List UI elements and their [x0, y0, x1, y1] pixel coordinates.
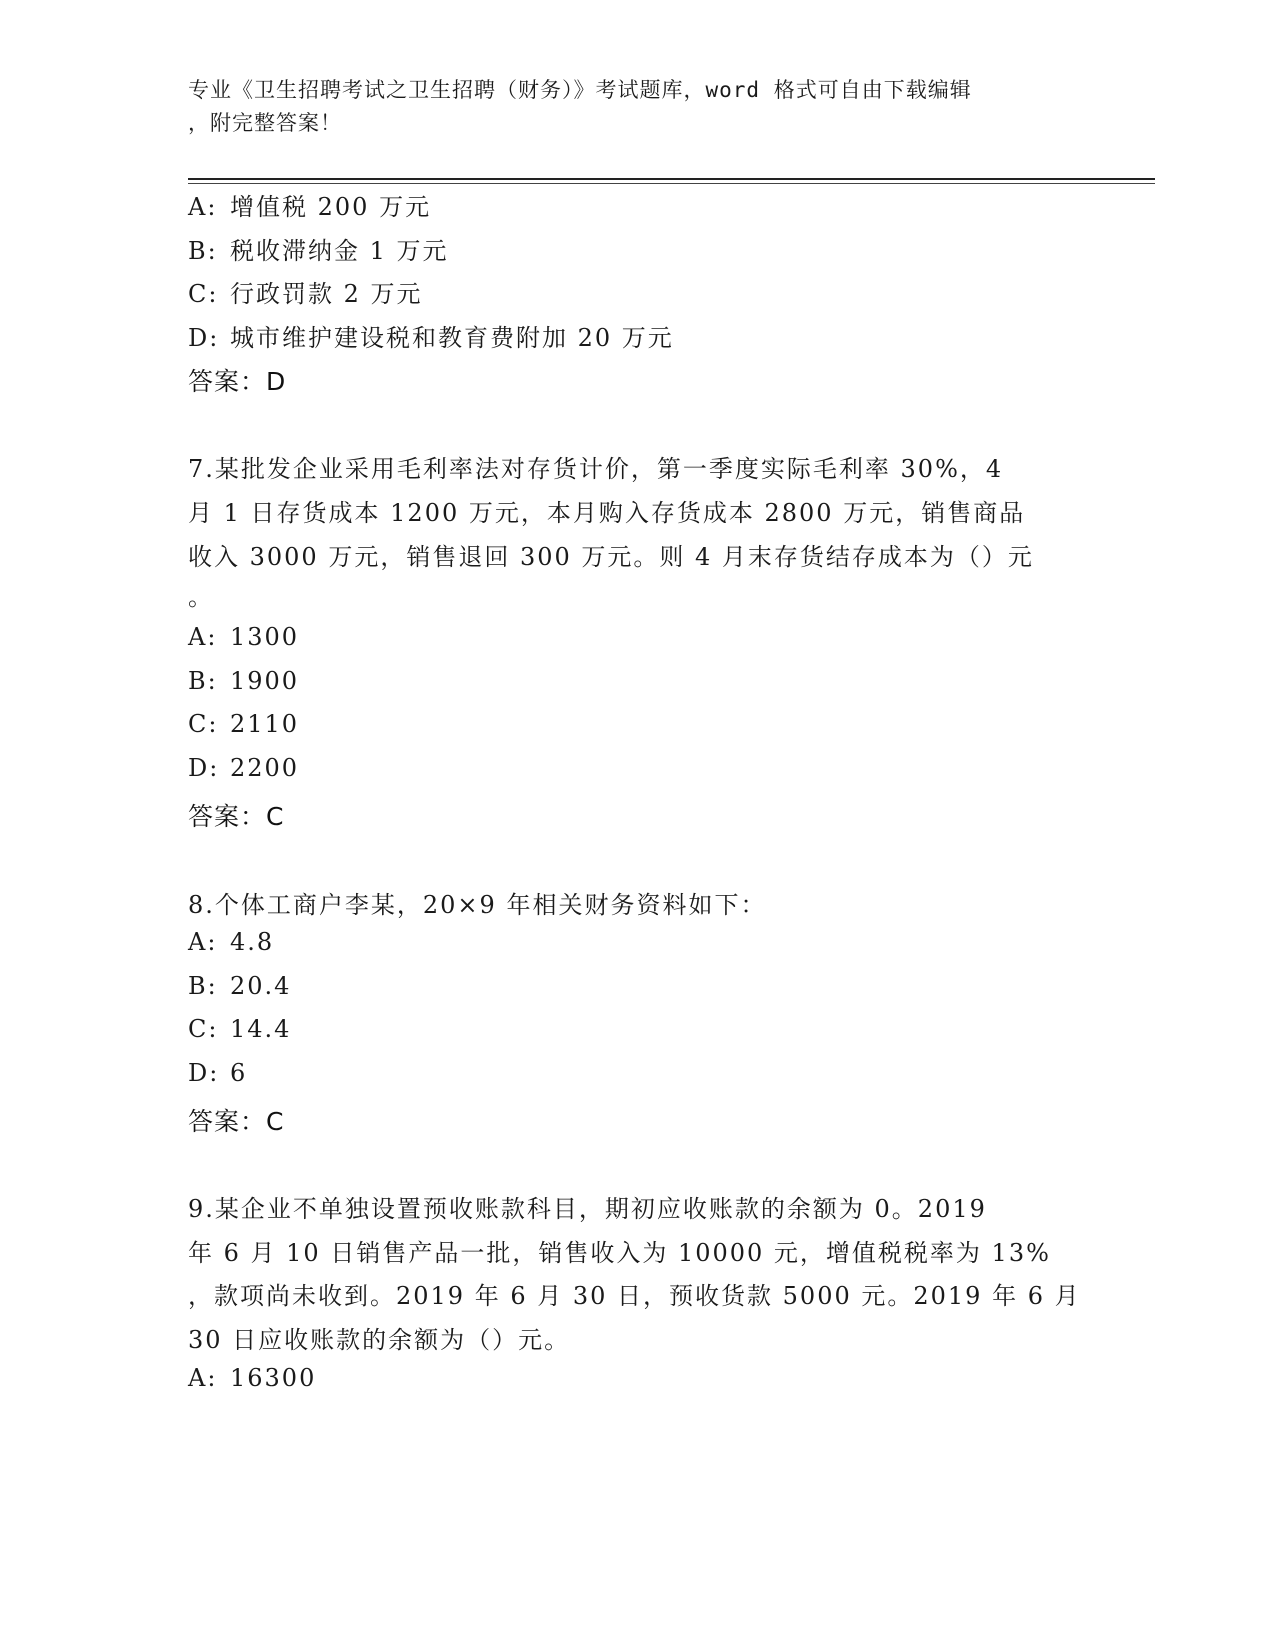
option-key: A:	[188, 928, 218, 956]
option-text: 1300	[230, 623, 300, 651]
option-key: A:	[188, 193, 218, 221]
q8-option-c	[188, 1015, 291, 1043]
q8-stem-line-1: 8.个体工商户李某，20×9 年相关财务资料如下：	[188, 891, 767, 919]
option-text: 14.4	[230, 1015, 292, 1043]
option-key: A:	[188, 1364, 218, 1392]
option-text: 16300	[230, 1364, 317, 1392]
q8-option-d	[188, 1059, 247, 1087]
option-text: 20.4	[230, 972, 292, 1000]
option-key: B:	[188, 667, 218, 695]
q7-option-a	[188, 623, 299, 651]
option-text: 4.8	[230, 928, 275, 956]
option-key: D:	[188, 754, 220, 782]
q9-stem-line-3: ，款项尚未收到。2019 年 6 月 30 日，预收货款 5000 元。2019 年 6 月	[188, 1282, 1081, 1310]
q6-option-b	[188, 231, 449, 266]
header-divider-thin	[188, 183, 1155, 184]
q6-option-c	[188, 274, 423, 309]
option-key: C:	[188, 280, 219, 308]
option-key: C:	[188, 1015, 219, 1043]
option-key: A:	[188, 623, 218, 651]
option-text: 2200	[230, 754, 300, 782]
option-key: B:	[188, 972, 218, 1000]
q9-stem-line-2: 年 6 月 10 日销售产品一批，销售收入为 10000 元，增值税税率为 13%	[188, 1239, 1051, 1267]
q8-option-a	[188, 928, 274, 956]
option-text: 行政罚款 2 万元	[230, 280, 423, 308]
q7-option-d	[188, 754, 299, 782]
q6-answer: 答案：D	[188, 367, 287, 396]
option-text: 税收滞纳金 1 万元	[230, 237, 449, 265]
q7-stem-line-1: 7.某批发企业采用毛利率法对存货计价，第一季度实际毛利率 30%，4	[188, 455, 1004, 483]
q7-stem-line-3: 收入 3000 万元，销售退回 300 万元。则 4 月末存货结存成本为（）元	[188, 543, 1034, 571]
q7-answer: 答案：C	[188, 802, 285, 831]
q6-option-a	[188, 187, 431, 222]
option-text: 城市维护建设税和教育费附加 20 万元	[230, 324, 674, 352]
q9-option-a	[188, 1364, 316, 1392]
option-text: 6	[230, 1059, 248, 1087]
header-line-2: ，附完整答案！	[188, 111, 342, 135]
q8-option-b	[188, 972, 291, 1000]
q7-option-c	[188, 710, 299, 738]
option-text: 增值税 200 万元	[230, 193, 432, 221]
q6-option-d	[188, 318, 674, 353]
q9-stem-line-4: 30 日应收账款的余额为（）元。	[188, 1326, 571, 1354]
option-key: B:	[188, 237, 218, 265]
option-key: D:	[188, 1059, 220, 1087]
header-divider-thick	[188, 178, 1155, 180]
document-header	[188, 74, 1068, 140]
option-text: 2110	[230, 710, 300, 738]
q7-stem-line-4: 。	[188, 583, 214, 611]
q9-stem-line-1: 9.某企业不单独设置预收账款科目，期初应收账款的余额为 0。2019	[188, 1195, 987, 1223]
q8-answer: 答案：C	[188, 1107, 285, 1136]
q7-option-b	[188, 667, 299, 695]
option-key: D:	[188, 324, 220, 352]
option-key: C:	[188, 710, 219, 738]
option-text: 1900	[230, 667, 300, 695]
header-line-1: 专业《卫生招聘考试之卫生招聘（财务）》考试题库，word 格式可自由下载编辑	[188, 78, 972, 102]
q7-stem-line-2: 月 1 日存货成本 1200 万元，本月购入存货成本 2800 万元，销售商品	[188, 499, 1026, 527]
